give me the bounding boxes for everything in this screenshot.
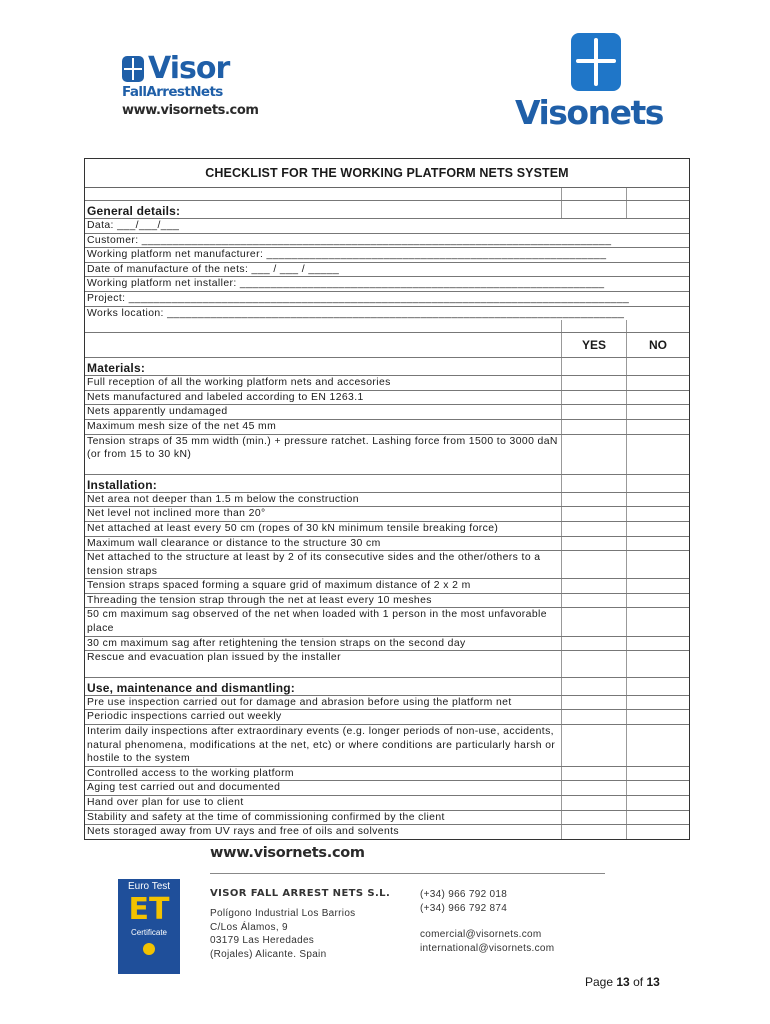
checklist-item-text: Pre use inspection carried out for damage and abrasion before using the platform net xyxy=(87,696,512,708)
no-checkbox-cell[interactable] xyxy=(626,608,689,635)
checklist-row xyxy=(85,391,689,406)
yes-checkbox-cell[interactable] xyxy=(561,493,626,507)
blank-cell xyxy=(626,234,689,248)
footer-emails xyxy=(420,928,554,955)
general-detail-text: Data: ___/___/___ xyxy=(87,220,180,231)
yes-checkbox-cell[interactable] xyxy=(561,507,626,521)
checklist-item-text: Net attached at least every 50 cm (ropes of 30 kN minimum tensile breaking force) xyxy=(87,522,499,534)
checklist-row xyxy=(85,579,689,594)
yes-column-header: YES xyxy=(561,333,626,357)
checklist-item-text: Full reception of all the working platform nets and accesories xyxy=(87,377,391,389)
no-checkbox-cell[interactable] xyxy=(626,811,689,825)
checklist-row xyxy=(85,507,689,522)
checklist-row xyxy=(85,651,689,665)
yes-no-header-row xyxy=(85,333,689,358)
yes-checkbox-cell[interactable] xyxy=(561,420,626,434)
footer-company: VISOR FALL ARREST NETS S.L. xyxy=(210,888,391,899)
yes-checkbox-cell[interactable] xyxy=(561,522,626,536)
no-checkbox-cell[interactable] xyxy=(626,651,689,665)
checklist-item-text: Tension straps spaced forming a square grid of maximum distance of 2 x 2 m xyxy=(87,580,471,592)
checklist-item-text: Hand over plan for use to client xyxy=(87,797,244,808)
no-checkbox-cell[interactable] xyxy=(626,493,689,507)
yes-checkbox-cell[interactable] xyxy=(561,376,626,390)
yes-checkbox-cell[interactable] xyxy=(561,725,626,766)
checklist-row xyxy=(85,405,689,420)
checklist-row xyxy=(85,696,689,711)
cert-mark: ET xyxy=(128,892,170,927)
yes-checkbox-cell[interactable] xyxy=(561,579,626,593)
euro-test-certificate xyxy=(118,879,180,974)
no-checkbox-cell[interactable] xyxy=(626,796,689,810)
checklist-row xyxy=(85,710,689,725)
checklist-item-text: Maximum wall clearance or distance to the structure 30 cm xyxy=(87,537,381,549)
checklist-row xyxy=(85,435,689,462)
general-detail-row xyxy=(85,277,689,292)
footer-divider xyxy=(210,873,605,874)
checklist-item-text: Nets apparently undamaged xyxy=(87,406,228,418)
no-checkbox-cell[interactable] xyxy=(626,725,689,766)
no-checkbox-cell[interactable] xyxy=(626,825,689,839)
blank-cell xyxy=(561,277,626,291)
visor-logo xyxy=(122,51,259,125)
blank-cell xyxy=(561,248,626,262)
spacer-row xyxy=(85,320,689,333)
no-column-header: NO xyxy=(626,333,689,357)
checklist-item-text: Stability and safety at the time of commissioning confirmed by the client xyxy=(87,811,445,823)
visor-sub: FallArrestNets xyxy=(122,84,223,100)
checklist-item-text: Maximum mesh size of the net 45 mm xyxy=(87,420,277,432)
spacer-row xyxy=(85,665,689,678)
checklist-item-text: Controlled access to the working platform xyxy=(87,767,294,779)
yes-checkbox-cell[interactable] xyxy=(561,637,626,651)
no-checkbox-cell[interactable] xyxy=(626,420,689,434)
no-checkbox-cell[interactable] xyxy=(626,522,689,536)
checklist-row xyxy=(85,637,689,652)
no-checkbox-cell[interactable] xyxy=(626,551,689,578)
general-detail-row xyxy=(85,263,689,278)
yes-checkbox-cell[interactable] xyxy=(561,811,626,825)
checklist-item-text: 50 cm maximum sag observed of the net when loaded with 1 person in the most unfavorable place xyxy=(87,609,547,635)
general-detail-text: Project: _________________________________________________________________________________ xyxy=(87,292,630,304)
no-checkbox-cell[interactable] xyxy=(626,781,689,795)
general-detail-text: Working platform net installer: ___________________________________________________________ xyxy=(87,278,605,290)
blank-cell xyxy=(626,292,689,306)
general-detail-row xyxy=(85,219,689,234)
checklist-row xyxy=(85,725,689,767)
materials-heading: Materials: xyxy=(87,361,146,376)
use-heading-row xyxy=(85,678,689,696)
checklist-row xyxy=(85,594,689,609)
page-prefix: Page xyxy=(585,975,614,989)
blank-cell xyxy=(561,263,626,277)
checklist-title: CHECKLIST FOR THE WORKING PLATFORM NETS SYSTEM xyxy=(85,159,689,188)
no-checkbox-cell[interactable] xyxy=(626,767,689,781)
checklist-item-text: Tension straps of 35 mm width (min.) + pressure ratchet. Lashing force from 1500 to 3000 daN (or from 15 to 30 kN) xyxy=(87,435,558,461)
installation-heading-row xyxy=(85,475,689,493)
cert-seal-icon xyxy=(143,943,155,955)
visonets-logo xyxy=(515,33,663,133)
spacer-row xyxy=(85,462,689,475)
address-line: 03179 Las Heredades xyxy=(210,935,315,947)
checklist-item-text: Net attached to the structure at least by 2 of its consecutive sides and the other/others to a tension straps xyxy=(87,552,541,577)
visor-url: www.visornets.com xyxy=(122,103,259,118)
checklist-item-text: Aging test carried out and documented xyxy=(87,782,281,794)
general-detail-text: Working platform net manufacturer: _______________________________________________________ xyxy=(87,249,607,261)
page-of: of xyxy=(633,975,644,989)
cert-label: Certificate xyxy=(130,928,167,937)
blank-cell xyxy=(561,307,626,321)
general-detail-row xyxy=(85,307,689,321)
net-mark-icon xyxy=(122,56,144,82)
no-checkbox-cell[interactable] xyxy=(626,637,689,651)
materials-heading-row xyxy=(85,358,689,376)
blank-cell xyxy=(626,248,689,262)
phone-number: (+34) 966 792 874 xyxy=(420,902,508,914)
checklist-item-text: Net level not inclined more than 20° xyxy=(87,508,266,520)
footer-phones xyxy=(420,888,507,915)
yes-checkbox-cell[interactable] xyxy=(561,825,626,839)
no-checkbox-cell[interactable] xyxy=(626,376,689,390)
visor-brand: Visor xyxy=(148,51,230,86)
checklist-row xyxy=(85,608,689,636)
checklist-item-text: Periodic inspections carried out weekly xyxy=(87,711,282,723)
yes-checkbox-cell[interactable] xyxy=(561,796,626,810)
general-detail-row xyxy=(85,292,689,307)
yes-checkbox-cell[interactable] xyxy=(561,767,626,781)
checklist-table xyxy=(84,158,690,840)
yes-checkbox-cell[interactable] xyxy=(561,608,626,635)
page-number xyxy=(585,975,660,989)
page-current: 13 xyxy=(616,975,630,989)
general-detail-text: Date of manufacture of the nets: ___ / ___ / _____ xyxy=(87,263,340,275)
yes-checkbox-cell[interactable] xyxy=(561,710,626,724)
no-checkbox-cell[interactable] xyxy=(626,579,689,593)
yes-checkbox-cell[interactable] xyxy=(561,537,626,551)
spacer-row xyxy=(85,188,689,201)
blank-cell xyxy=(561,292,626,306)
address-line: (Rojales) Alicante. Spain xyxy=(210,948,327,960)
no-checkbox-cell[interactable] xyxy=(626,696,689,710)
address-line: C/Los Álamos, 9 xyxy=(210,921,288,933)
blank-cell xyxy=(626,277,689,291)
general-heading: General details: xyxy=(87,204,181,218)
blank-cell xyxy=(626,263,689,277)
footer xyxy=(118,845,618,975)
blank-cell xyxy=(626,219,689,233)
checklist-row xyxy=(85,811,689,826)
checklist-row xyxy=(85,493,689,508)
blank-cell xyxy=(561,219,626,233)
yes-checkbox-cell[interactable] xyxy=(561,435,626,462)
phone-number: (+34) 966 792 018 xyxy=(420,889,508,900)
email-address[interactable]: international@visornets.com xyxy=(420,942,555,954)
installation-heading: Installation: xyxy=(87,477,157,492)
no-checkbox-cell[interactable] xyxy=(626,594,689,608)
address-line: Polígono Industrial Los Barrios xyxy=(210,908,356,919)
yes-checkbox-cell[interactable] xyxy=(561,696,626,710)
footer-address xyxy=(210,907,356,961)
yes-checkbox-cell[interactable] xyxy=(561,391,626,405)
no-checkbox-cell[interactable] xyxy=(626,435,689,462)
checklist-row xyxy=(85,522,689,537)
general-detail-row xyxy=(85,234,689,249)
checklist-item-text: Threading the tension strap through the net at least every 10 meshes xyxy=(87,594,432,606)
checklist-row xyxy=(85,376,689,391)
no-checkbox-cell[interactable] xyxy=(626,537,689,551)
checklist-row xyxy=(85,551,689,579)
no-checkbox-cell[interactable] xyxy=(626,507,689,521)
yes-checkbox-cell[interactable] xyxy=(561,405,626,419)
checklist-item-text: 30 cm maximum sag after retightening the tension straps on the second day xyxy=(87,637,466,649)
general-detail-text: Works location: __________________________________________________________________________ xyxy=(87,307,625,319)
checklist-row xyxy=(85,781,689,796)
no-checkbox-cell[interactable] xyxy=(626,710,689,724)
general-heading-row xyxy=(85,201,689,219)
page-total: 13 xyxy=(646,975,660,989)
no-checkbox-cell[interactable] xyxy=(626,391,689,405)
checklist-row xyxy=(85,825,689,839)
checklist-row xyxy=(85,796,689,811)
yes-checkbox-cell[interactable] xyxy=(561,551,626,578)
blank-cell xyxy=(626,307,689,321)
general-detail-row xyxy=(85,248,689,263)
footer-url: www.visornets.com xyxy=(210,845,365,861)
checklist-row xyxy=(85,420,689,435)
checklist-row xyxy=(85,767,689,782)
checklist-item-text: Rescue and evacuation plan issued by the installer xyxy=(87,652,341,664)
checklist-item-text: Nets manufactured and labeled according to EN 1263.1 xyxy=(87,391,364,403)
cert-top-label: Euro Test xyxy=(127,881,171,892)
email-address[interactable]: comercial@visornets.com xyxy=(420,929,542,940)
yes-checkbox-cell[interactable] xyxy=(561,651,626,665)
visonets-brand: Visonets xyxy=(515,93,663,132)
checklist-item-text: Net area not deeper than 1.5 m below the construction xyxy=(87,493,359,505)
use-heading: Use, maintenance and dismantling: xyxy=(87,680,295,695)
checklist-row xyxy=(85,537,689,552)
blank-cell xyxy=(561,234,626,248)
general-detail-text: Customer: ____________________________________________________________________________ xyxy=(87,234,612,246)
checklist-item-text: Nets storaged away from UV rays and free of oils and solvents xyxy=(87,826,400,838)
yes-checkbox-cell[interactable] xyxy=(561,594,626,608)
visonets-mark-icon xyxy=(571,33,621,91)
checklist-item-text: Interim daily inspections after extraordinary events (e.g. longer periods of non-use, accidents, natural phenomena, modifications at the net, etc) or where conditions are particularly harsh or hostile to the system xyxy=(87,726,556,765)
no-checkbox-cell[interactable] xyxy=(626,405,689,419)
yes-checkbox-cell[interactable] xyxy=(561,781,626,795)
